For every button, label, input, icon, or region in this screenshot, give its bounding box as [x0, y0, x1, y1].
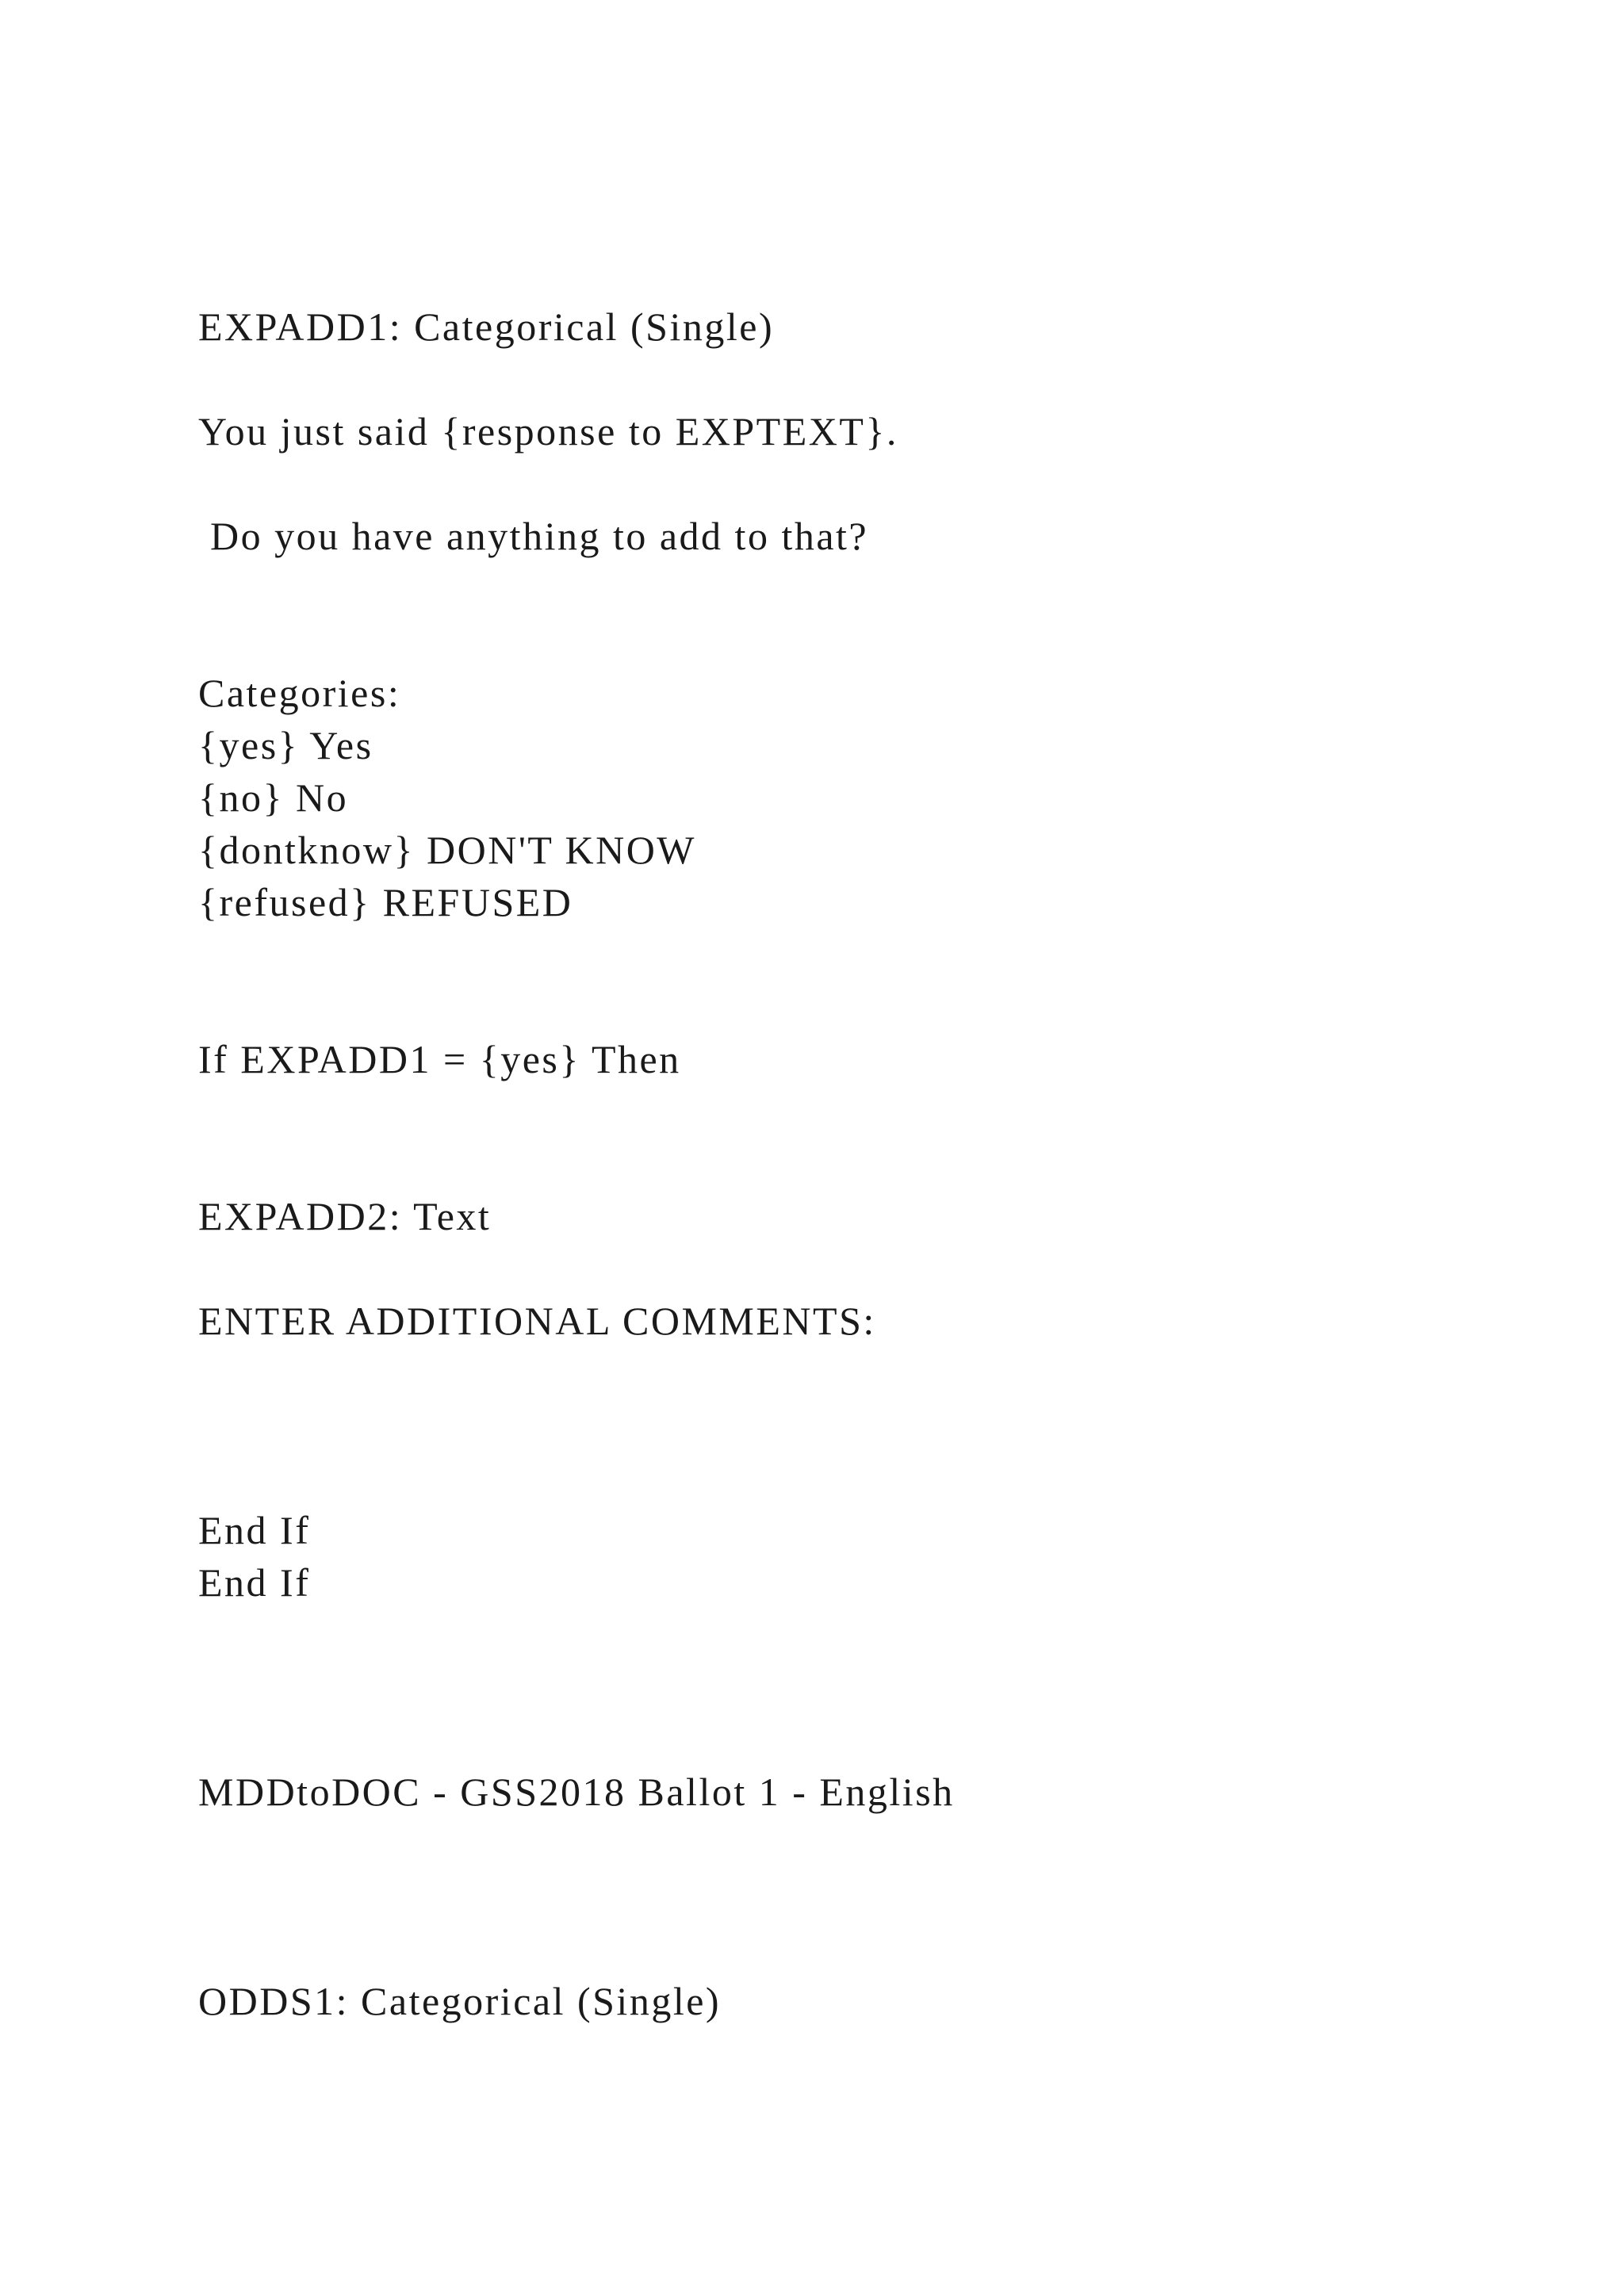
question-header-expadd2: EXPADD2: Text [198, 1194, 492, 1238]
question-header-odds1: ODDS1: Categorical (Single) [198, 1979, 722, 2023]
if-statement: If EXPADD1 = {yes} Then [198, 1037, 681, 1081]
question-header-expadd1: EXPADD1: Categorical (Single) [198, 304, 775, 349]
category-item-dontknow: {dontknow} DON'T KNOW [198, 828, 696, 872]
question-prompt-expadd2: ENTER ADDITIONAL COMMENTS: [198, 1299, 876, 1343]
category-item-refused: {refused} REFUSED [198, 880, 573, 924]
question-prompt-line-2: Do you have anything to add to that? [198, 514, 869, 558]
category-item-yes: {yes} Yes [198, 723, 373, 767]
document-footer-title: MDDtoDOC - GSS2018 Ballot 1 - English [198, 1770, 955, 1814]
category-item-no: {no} No [198, 775, 349, 820]
end-if-statement-2: End If [198, 1560, 311, 1605]
end-if-statement-1: End If [198, 1508, 311, 1552]
categories-label: Categories: [198, 671, 401, 715]
question-prompt-line-1: You just said {response to EXPTEXT}. [198, 409, 898, 453]
